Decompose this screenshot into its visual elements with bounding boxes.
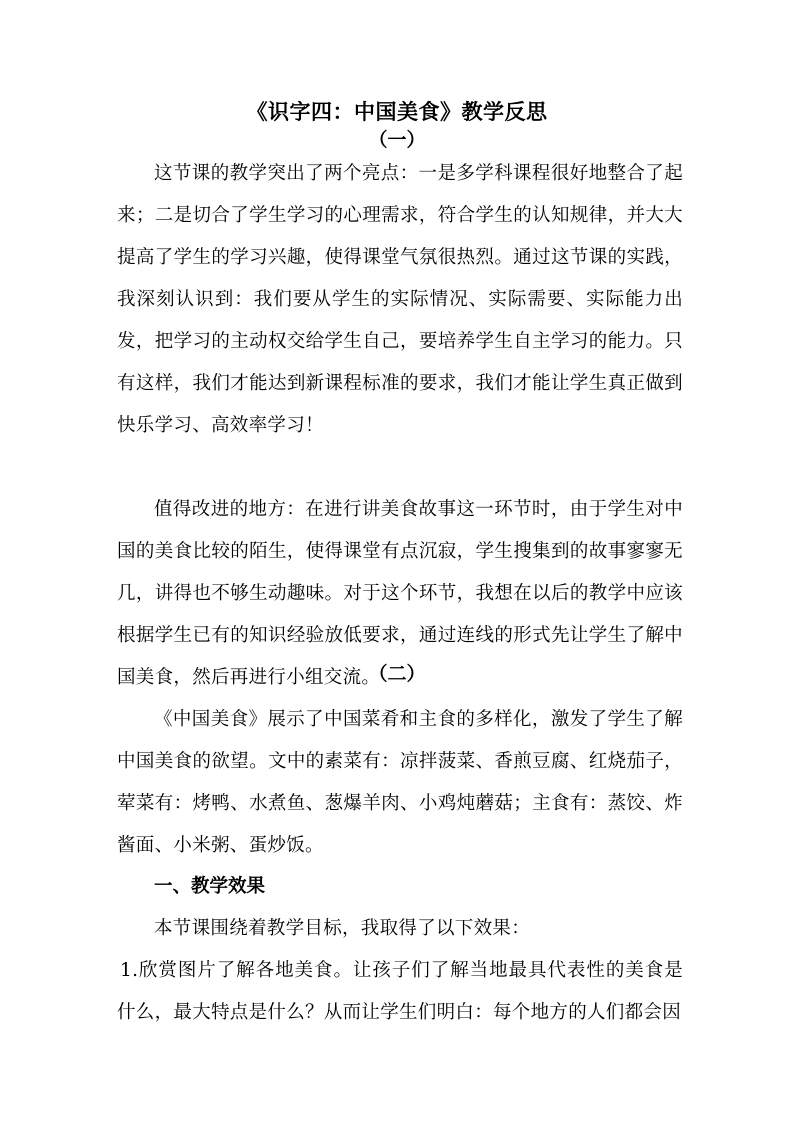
teaching-effect-item-1	[117, 950, 683, 1034]
section-two-heading: （二）	[368, 663, 426, 685]
section-one-heading: （一）	[368, 129, 426, 151]
document-title: 《识字四：中国美食》教学反思	[246, 99, 548, 124]
section-one-paragraph-highlights: 这节课的教学突出了两个亮点：一是多学科课程很好地整合了起来；二是切合了学生学习的心理需求，符合学生的认知规律，并大大提高了学生的学习兴趣，使得课堂气氛很热烈。通过这节课的实践，我深刻认识到：我们要从学生的实际情况、实际需要、实际能力出发，把学习的主动权交给学生自己，要培养学生自主学习的能力。只有这样，我们才能达到新课程标准的要求，我们才能让学生真正做到快乐学习、高效率学习！	[117, 163, 683, 436]
teaching-effect-item-1-text: 1.欣赏图片了解各地美食。让孩子们了解当地最具代表性的美食是什么，最大特点是什么？从而让学生们明白：每个地方的人们都会因	[117, 960, 683, 1023]
section-two-paragraph-overview: 《中国美食》展示了中国菜肴和主食的多样化，激发了学生了解中国美食的欲望。文中的素菜有：凉拌菠菜、香煎豆腐、红烧茄子，荤菜有：烤鸭、水煮鱼、葱爆羊肉、小鸡炖蘑菇；主食有：蒸饺、炸酱面、小米粥、蛋炒饭。	[117, 709, 683, 856]
section-one-paragraph-improvements: 值得改进的地方：在进行讲美食故事这一环节时，由于学生对中国的美食比较的陌生，使得课堂有点沉寂，学生搜集到的故事寥寥无几，讲得也不够生动趣味。对于这个环节，我想在以后的教学中应该根据学生已有的知识经验放低要求，通过连线的形式先让学生了解中国美食，然后再进行小组交流。	[117, 499, 683, 688]
teaching-effect-intro: 本节课围绕着教学目标，我取得了以下效果：	[154, 918, 531, 939]
teaching-effect-subheading: 一、教学效果	[154, 876, 266, 897]
